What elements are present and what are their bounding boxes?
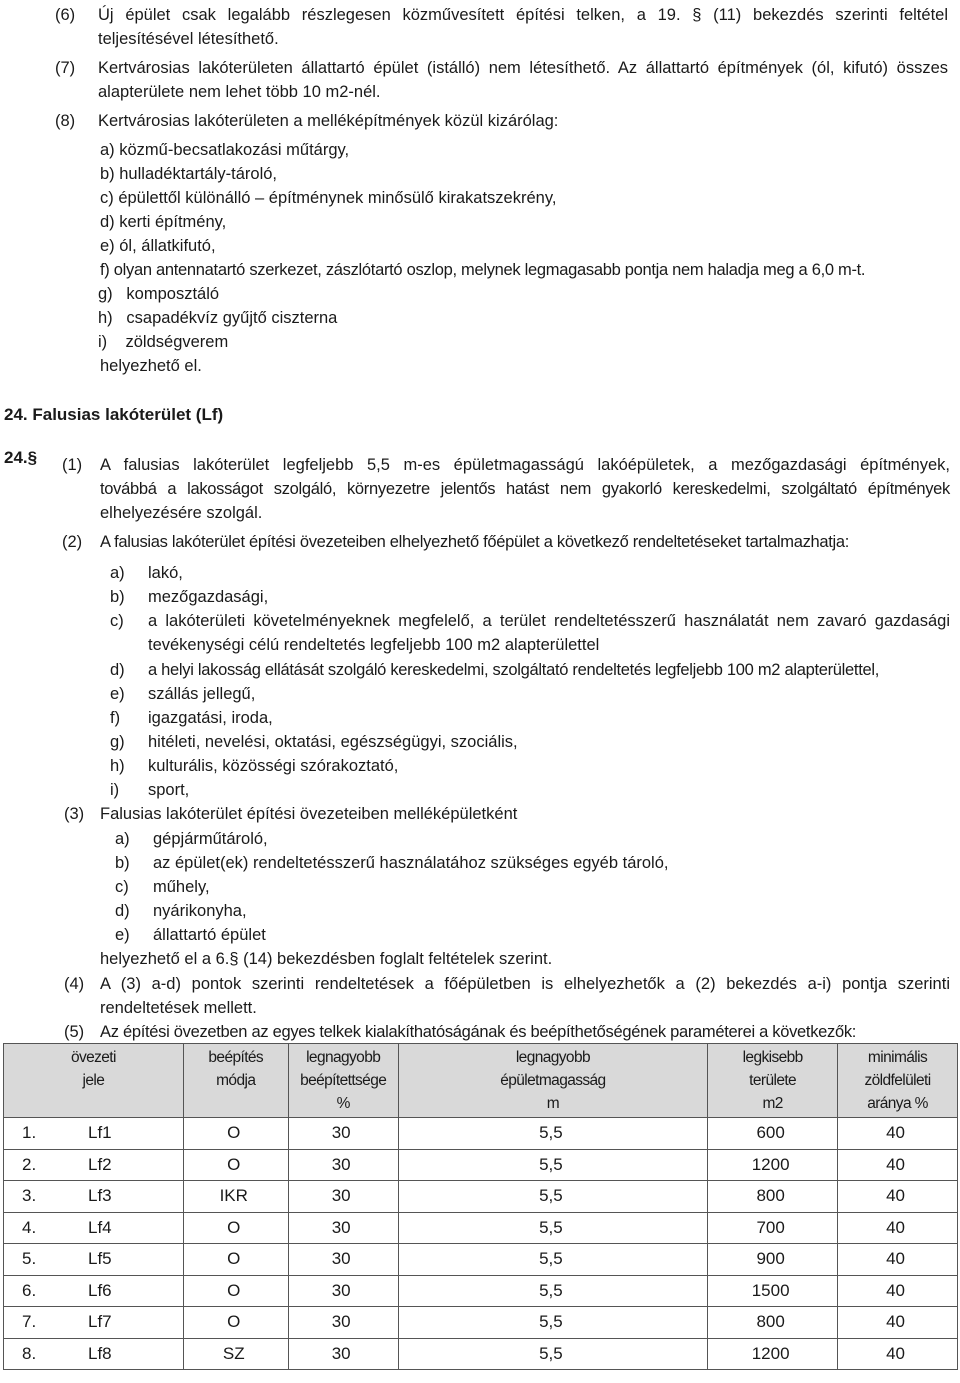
table-cell-max-coverage: 30 xyxy=(288,1118,398,1150)
table-cell-building-mode: O xyxy=(183,1244,288,1276)
table-cell-max-height: 5,5 xyxy=(398,1338,708,1370)
table-cell-zone xyxy=(4,1149,184,1181)
zone-code: Lf8 xyxy=(88,1343,112,1363)
paragraph-text: A falusias lakóterület építési övezeteiben elhelyezhető főépület a következő rendeltetéseket tartalmazhatja: xyxy=(100,533,850,551)
table-cell-min-area: 800 xyxy=(708,1307,838,1339)
column-header-min-area: legkisebb területe m2 xyxy=(708,1044,838,1118)
list-item: sport, xyxy=(148,781,190,799)
table-cell-min-area: 900 xyxy=(708,1244,838,1276)
table-cell-zone xyxy=(4,1118,184,1150)
zone-code: Lf1 xyxy=(88,1123,112,1143)
row-number: 1. xyxy=(22,1123,37,1143)
table-cell-building-mode: O xyxy=(183,1275,288,1307)
table-cell-max-coverage: 30 xyxy=(288,1149,398,1181)
list-item: állattartó épület xyxy=(153,926,266,944)
paragraph-text: Falusias lakóterület építési övezeteiben melléképületként xyxy=(100,805,518,823)
table-cell-building-mode: O xyxy=(183,1149,288,1181)
list-letter: a) xyxy=(115,830,130,848)
column-header-max-coverage: legnagyobb beépítettsége % xyxy=(288,1044,398,1118)
list-letter: a) xyxy=(110,564,125,582)
table-row xyxy=(4,1118,958,1150)
list-item: kulturális, közösségi szórakoztató, xyxy=(148,757,399,775)
paragraph-number: (6) xyxy=(55,6,76,24)
table-cell-min-green: 40 xyxy=(838,1212,958,1244)
closing-text: helyezhető el a 6.§ (14) bekezdésben foglalt feltételek szerint. xyxy=(100,950,553,968)
paragraph-text: rendeltetések mellett. xyxy=(100,999,257,1017)
list-letter: d) xyxy=(115,902,130,920)
list-item: a lakóterületi követelményeknek megfelelő, a terület rendeltetésszerű használatát nem zavaró gazdasági xyxy=(148,612,950,630)
column-header-max-height: legnagyobb épületmagasság m xyxy=(398,1044,708,1118)
table-cell-zone xyxy=(4,1275,184,1307)
table-cell-building-mode: O xyxy=(183,1307,288,1339)
table-cell-building-mode: SZ xyxy=(183,1338,288,1370)
list-item: igazgatási, iroda, xyxy=(148,709,273,727)
section-marker: 24.§ xyxy=(4,448,38,467)
row-number: 6. xyxy=(22,1280,37,1300)
row-number: 5. xyxy=(22,1249,37,1269)
paragraph-number: (2) xyxy=(62,533,83,551)
table-cell-min-green: 40 xyxy=(838,1149,958,1181)
table-cell-max-coverage: 30 xyxy=(288,1244,398,1276)
list-item: szállás jellegű, xyxy=(148,685,256,703)
zone-code: Lf3 xyxy=(88,1186,112,1206)
list-letter: d) xyxy=(110,661,125,679)
table-cell-zone xyxy=(4,1244,184,1276)
paragraph-number: (5) xyxy=(64,1023,85,1041)
table-row xyxy=(4,1307,958,1339)
table-cell-max-coverage: 30 xyxy=(288,1212,398,1244)
table-cell-max-height: 5,5 xyxy=(398,1212,708,1244)
list-item: h) csapadékvíz gyűjtő ciszterna xyxy=(98,309,338,327)
table-cell-min-area: 600 xyxy=(708,1118,838,1150)
paragraph-number: (8) xyxy=(55,112,76,130)
list-item: a helyi lakosság ellátását szolgáló kereskedelmi, szolgáltató rendeltetés legfeljebb 100 m2 alapterülettel, xyxy=(148,661,880,679)
table-cell-min-area: 1200 xyxy=(708,1338,838,1370)
table-cell-max-height: 5,5 xyxy=(398,1307,708,1339)
paragraph-number: (7) xyxy=(55,59,76,77)
table-cell-max-height: 5,5 xyxy=(398,1149,708,1181)
list-letter: c) xyxy=(110,612,124,630)
zone-code: Lf6 xyxy=(88,1280,112,1300)
table-cell-min-green: 40 xyxy=(838,1275,958,1307)
list-item: az épület(ek) rendeltetésszerű használatához szükséges egyéb tároló, xyxy=(153,854,669,872)
list-item: nyárikonyha, xyxy=(153,902,247,920)
table-cell-max-height: 5,5 xyxy=(398,1244,708,1276)
table-row xyxy=(4,1338,958,1370)
paragraph-text: teljesítésével létesíthető. xyxy=(98,30,279,48)
paragraph-number: (3) xyxy=(64,805,85,823)
table-cell-min-green: 40 xyxy=(838,1244,958,1276)
table-cell-max-coverage: 30 xyxy=(288,1307,398,1339)
closing-text: helyezhető el. xyxy=(100,357,202,375)
section-heading: 24. Falusias lakóterület (Lf) xyxy=(4,405,224,424)
table-cell-min-area: 700 xyxy=(708,1212,838,1244)
paragraph-text: elhelyezésére szolgál. xyxy=(100,504,263,522)
table-row xyxy=(4,1212,958,1244)
list-letter: f) xyxy=(110,709,121,727)
table-row xyxy=(4,1181,958,1213)
table-cell-min-green: 40 xyxy=(838,1181,958,1213)
list-item: g) komposztáló xyxy=(98,285,220,303)
list-item: d) kerti építmény, xyxy=(100,213,227,231)
paragraph-text: A falusias lakóterület legfeljebb 5,5 m-es épületmagasságú lakóépületek, a mezőgazdasági építmények, xyxy=(100,456,950,474)
list-letter: i) xyxy=(110,781,120,799)
list-item: hitéleti, nevelési, oktatási, egészségügyi, szociális, xyxy=(148,733,518,751)
zone-code: Lf7 xyxy=(88,1312,112,1332)
zone-code: Lf5 xyxy=(88,1249,112,1269)
paragraph-text: Az építési övezetben az egyes telkek kialakíthatóságának és beépíthetőségének paraméterei a következők: xyxy=(100,1023,857,1041)
table-row xyxy=(4,1244,958,1276)
table-cell-min-area: 1500 xyxy=(708,1275,838,1307)
table-row xyxy=(4,1149,958,1181)
list-item: i) zöldségverem xyxy=(98,333,229,351)
paragraph-number: (1) xyxy=(62,456,83,474)
table-cell-min-area: 1200 xyxy=(708,1149,838,1181)
list-letter: h) xyxy=(110,757,125,775)
list-item-continuation: tevékenységi célú rendeltetés legfeljebb 100 m2 alapterülettel xyxy=(148,636,600,654)
table-cell-zone xyxy=(4,1307,184,1339)
list-item: műhely, xyxy=(153,878,210,896)
paragraph-text: továbbá a lakosságot szolgáló, környezetre jelentős hatást nem gyakorló kereskedelmi, szolgáltató építmények xyxy=(100,480,950,498)
table-cell-max-height: 5,5 xyxy=(398,1275,708,1307)
list-letter: e) xyxy=(110,685,125,703)
row-number: 8. xyxy=(22,1343,37,1363)
zone-code: Lf2 xyxy=(88,1154,112,1174)
list-letter: e) xyxy=(115,926,130,944)
list-item: e) ól, állatkifutó, xyxy=(100,237,216,255)
table-cell-building-mode: IKR xyxy=(183,1181,288,1213)
table-cell-zone xyxy=(4,1338,184,1370)
paragraph-number: (4) xyxy=(64,975,85,993)
row-number: 4. xyxy=(22,1217,37,1237)
list-item: f) olyan antennatartó szerkezet, zászlótartó oszlop, melynek legmagasabb pontja nem haladja meg a 6,0 m-t. xyxy=(100,261,866,279)
row-number: 2. xyxy=(22,1154,37,1174)
table-cell-building-mode: O xyxy=(183,1118,288,1150)
column-header-zone-code: övezeti jele xyxy=(4,1044,184,1118)
list-letter: c) xyxy=(115,878,129,896)
table-cell-min-green: 40 xyxy=(838,1118,958,1150)
table-header-row xyxy=(4,1044,958,1118)
table-cell-max-coverage: 30 xyxy=(288,1275,398,1307)
list-item: lakó, xyxy=(148,564,183,582)
parameters-table xyxy=(3,1043,958,1370)
table-cell-max-coverage: 30 xyxy=(288,1181,398,1213)
paragraph-text: Kertvárosias lakóterületen a melléképítmények közül kizárólag: xyxy=(98,112,559,130)
row-number: 3. xyxy=(22,1186,37,1206)
list-letter: g) xyxy=(110,733,125,751)
column-header-min-green: minimális zöldfelületi aránya % xyxy=(838,1044,958,1118)
table-row xyxy=(4,1275,958,1307)
list-item: a) közmű-becsatlakozási műtárgy, xyxy=(100,141,350,159)
list-item: mezőgazdasági, xyxy=(148,588,269,606)
table-cell-max-coverage: 30 xyxy=(288,1338,398,1370)
list-item: gépjárműtároló, xyxy=(153,830,268,848)
table-cell-zone xyxy=(4,1181,184,1213)
table-cell-min-green: 40 xyxy=(838,1338,958,1370)
table-cell-building-mode: O xyxy=(183,1212,288,1244)
list-letter: b) xyxy=(110,588,125,606)
list-letter: b) xyxy=(115,854,130,872)
column-header-building-mode: beépítés módja xyxy=(183,1044,288,1118)
paragraph-text: A (3) a-d) pontok szerinti rendeltetések a főépületben is elhelyezhetők a (2) bekezdés a-i) pontja szerinti xyxy=(100,975,950,993)
paragraph-text: Új épület csak legalább részlegesen közművesített építési telken, a 19. § (11) bekezdés szerinti feltétel xyxy=(98,6,948,24)
row-number: 7. xyxy=(22,1312,37,1332)
list-item: b) hulladéktartály-tároló, xyxy=(100,165,278,183)
table-cell-max-height: 5,5 xyxy=(398,1181,708,1213)
table-cell-min-green: 40 xyxy=(838,1307,958,1339)
zone-code: Lf4 xyxy=(88,1217,112,1237)
paragraph-text: Kertvárosias lakóterületen állattartó épület (istálló) nem létesíthető. Az állattartó építmények (ól, kifutó) összes xyxy=(98,59,948,77)
paragraph-text: alapterülete nem lehet több 10 m2-nél. xyxy=(98,83,381,101)
list-item: c) épülettől különálló – építménynek minősülő kirakatszekrény, xyxy=(100,189,557,207)
table-cell-max-height: 5,5 xyxy=(398,1118,708,1150)
table-cell-min-area: 800 xyxy=(708,1181,838,1213)
table-cell-zone xyxy=(4,1212,184,1244)
